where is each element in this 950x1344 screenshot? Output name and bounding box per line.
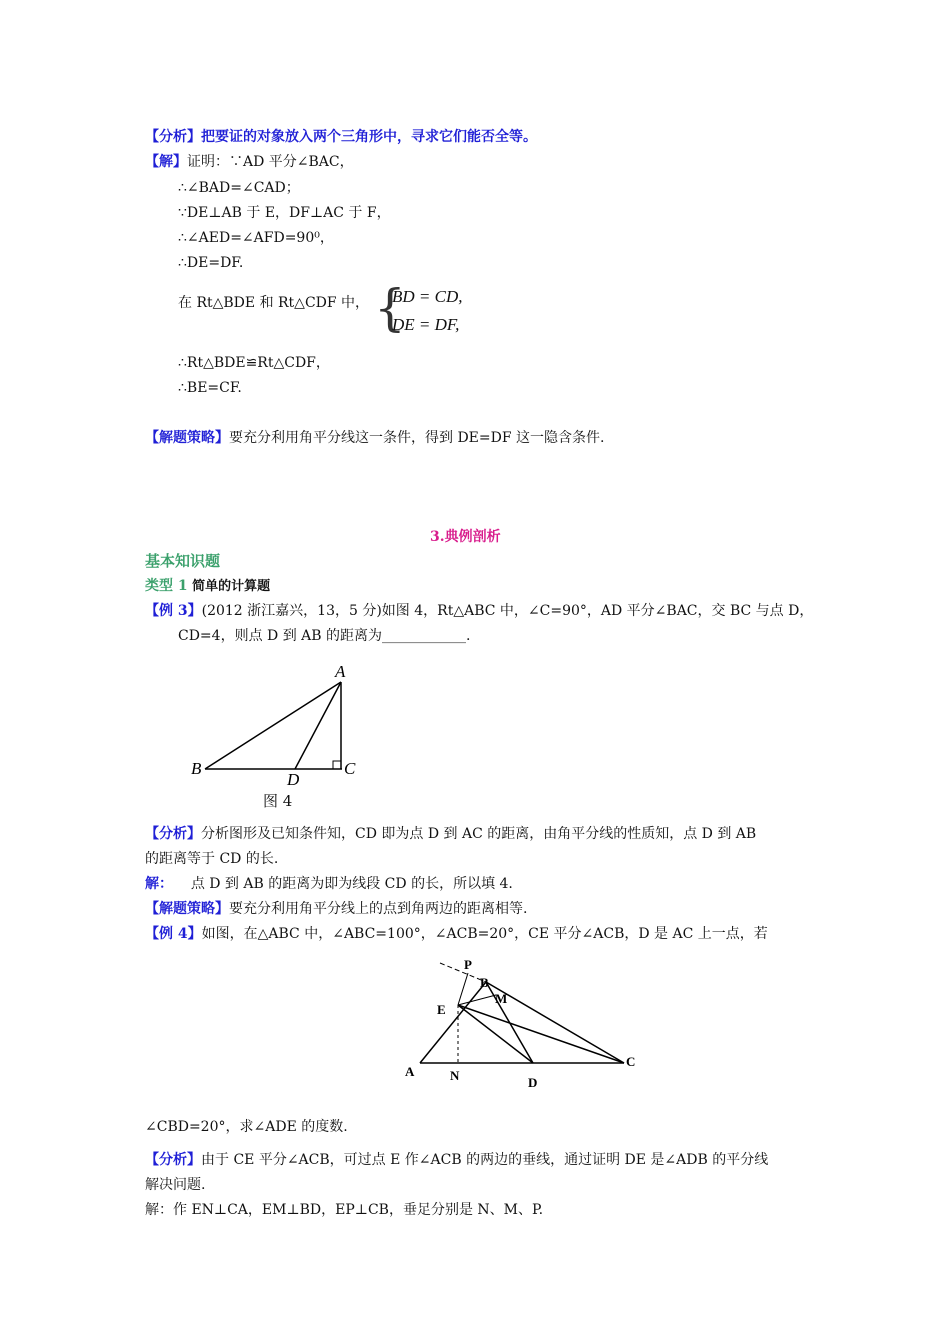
solution-tag: 【解】 [145, 154, 187, 170]
analysis-3-line-2: 的距离等于 CD 的长. [145, 851, 279, 867]
label-a: A [335, 662, 346, 681]
analysis-3-text-1: 分析图形及已知条件知，CD 即为点 D 到 AC 的距离，由角平分线的性质知，点 D 到 AB [201, 826, 757, 842]
step-1: ∴∠BAD=∠CAD； [178, 180, 300, 196]
type-line [145, 576, 270, 597]
segment-ad [295, 682, 341, 769]
label-m: M [495, 991, 508, 1006]
label-b: B [480, 975, 489, 990]
label-c: C [344, 759, 356, 778]
subheading: 基本知识题 [145, 552, 221, 570]
ex4-text-1: 如图，在△ABC 中，∠ABC=100°，∠ACB=20°，CE 平分∠ACB，D 是 AC 上一点，若 [201, 926, 768, 942]
label-b: B [191, 759, 202, 778]
strategy-line [145, 428, 604, 448]
system-eq-2: DE = DF, [392, 315, 460, 334]
step-2: ∵DE⊥AB 于 E，DF⊥AC 于 F， [178, 205, 391, 221]
ex4-line-2: ∠CBD=20°，求∠ADE 的度数. [145, 1119, 348, 1135]
ex3-line-1 [145, 601, 813, 621]
ex3-text-1: (2012 浙江嘉兴，13，5 分)如图 4，Rt△ABC 中，∠C=90°，AD 平分∠BAC，交 BC 与点 D， [201, 603, 814, 619]
strategy-3-text: 要充分利用角平分线上的点到角两边的距离相等. [229, 901, 528, 917]
ex3-line-2: CD=4，则点 D 到 AB 的距离为____________. [178, 628, 471, 644]
analysis-3-line-1 [145, 824, 756, 844]
segment-ba [205, 682, 341, 769]
rt-intro: 在 Rt△BDE 和 Rt△CDF 中， [178, 295, 370, 311]
analysis-line [145, 127, 537, 147]
solution-3-line [145, 874, 513, 894]
label-a: A [405, 1064, 415, 1079]
analysis-4-text-1: 由于 CE 平分∠ACB，可过点 E 作∠ACB 的两边的垂线，通过证明 DE 是∠ADB 的平分线 [201, 1152, 769, 1168]
conclusion-1: ∴Rt△BDE≌Rt△CDF， [178, 355, 330, 371]
perpendicular-em [458, 995, 496, 1005]
solution-3-text: 点 D 到 AB 的距离为即为线段 CD 的长，所以填 4. [190, 876, 513, 892]
conclusion-2: ∴BE=CF. [178, 380, 242, 396]
analysis-tag: 【分析】 [145, 129, 201, 145]
system-brace: { [374, 279, 406, 337]
figure-5 [398, 955, 648, 1100]
analysis-4-line-2: 解决问题. [145, 1177, 206, 1193]
ex4-line-1 [145, 924, 768, 944]
strategy-text: 要充分利用角平分线这一条件，得到 DE=DF 这一隐含条件. [229, 430, 605, 446]
segment-ed [458, 1005, 533, 1063]
strategy-3-tag: 【解题策略】 [145, 901, 229, 917]
analysis-4-tag: 【分析】 [145, 1152, 201, 1168]
right-angle-mark [333, 761, 341, 769]
solution-4-line: 解：作 EN⊥CA，EM⊥BD，EP⊥CB，垂足分别是 N、M、P. [145, 1202, 544, 1218]
label-p: P [464, 957, 472, 972]
analysis-4-line-1 [145, 1150, 768, 1170]
label-e: E [437, 1002, 446, 1017]
solution-first: 证明：∵AD 平分∠BAC， [187, 154, 354, 170]
strategy-3-line [145, 899, 527, 919]
step-4: ∴DE=DF. [178, 255, 244, 271]
section-heading: 3.典例剖析 [430, 529, 501, 545]
type-title: 简单的计算题 [192, 579, 271, 594]
ex4-tag: 【例 4】 [145, 926, 202, 942]
analysis-text: 把要证的对象放入两个三角形中，寻求它们能否全等。 [201, 129, 537, 145]
figure-4-caption: 图 4 [263, 792, 293, 810]
system-eq-1: BD = CD, [392, 287, 463, 306]
solution-3-tag: 解： [145, 876, 173, 892]
solution-line [145, 152, 354, 172]
label-c: C [626, 1054, 636, 1069]
strategy-tag: 【解题策略】 [145, 430, 229, 446]
label-n: N [450, 1068, 460, 1083]
step-3: ∴∠AED=∠AFD=90⁰， [178, 230, 334, 246]
analysis-3-tag: 【分析】 [145, 826, 201, 842]
segment-ab [420, 982, 486, 1063]
label-d: D [287, 770, 300, 789]
type-tag: 类型 1 [145, 578, 188, 594]
perpendicular-ep [458, 973, 468, 1005]
ex3-tag: 【例 3】 [145, 603, 202, 619]
label-d: D [528, 1075, 538, 1090]
